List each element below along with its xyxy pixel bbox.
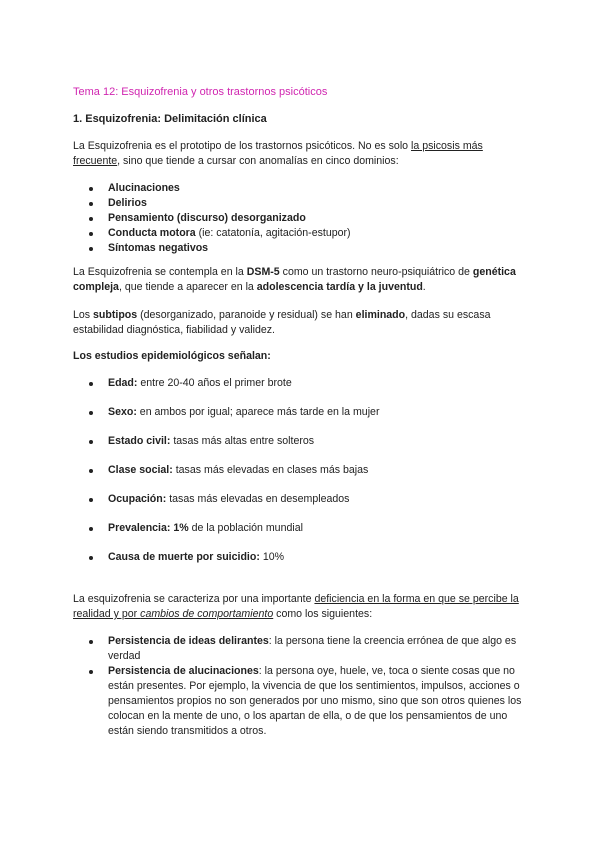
- list-item: Prevalencia: 1% de la población mundial: [88, 521, 528, 550]
- characterized-paragraph: La esquizofrenia se caracteriza por una importante deficiencia en la forma en que se percibe la realidad y por cambios de comportamiento como los siguientes:: [73, 593, 519, 620]
- list-item: Síntomas negativos: [88, 241, 528, 256]
- list-item: Estado civil: tasas más altas entre solteros: [88, 434, 528, 463]
- intro-text-end: , sino que tiende a cursar con anomalías en cinco dominios:: [117, 155, 399, 167]
- section-heading: 1. Esquizofrenia: Delimitación clínica: [73, 113, 267, 125]
- list-item: Pensamiento (discurso) desorganizado: [88, 211, 528, 226]
- epi-heading: Los estudios epidemiológicos señalan:: [73, 350, 271, 362]
- list-item: Causa de muerte por suicidio: 10%: [88, 550, 528, 579]
- list-item: Persistencia de ideas delirantes: la persona tiene la creencia errónea de que algo es verdad: [88, 634, 528, 664]
- domains-list: [88, 181, 528, 256]
- list-item: Ocupación: tasas más elevadas en desempleados: [88, 492, 528, 521]
- epi-list: [88, 376, 528, 579]
- list-item: Delirios: [88, 196, 528, 211]
- list-item: Persistencia de alucinaciones: la persona oye, huele, ve, toca o siente cosas que no están presentes. Por ejemplo, la vivencia de que los sentimientos, impulsos, acciones o pensamientos propios no son generados por uno mismo, sino que son otros quienes los colocan en la mente de uno, o los apartan de ella, o de que los pensamientos de uno están siendo transmitidos a otros.: [88, 664, 528, 739]
- document-title: Tema 12: Esquizofrenia y otros trastornos psicóticos: [73, 86, 328, 98]
- dsm-paragraph: La Esquizofrenia se contempla en la DSM-5 como un trastorno neuro-psiquiátrico de genética compleja, que tiende a aparecer en la adolescencia tardía y la juventud.: [73, 266, 516, 293]
- list-item: Alucinaciones: [88, 181, 528, 196]
- list-item: Edad: entre 20-40 años el primer brote: [88, 376, 528, 405]
- persistence-list: [88, 634, 528, 739]
- intro-text: La Esquizofrenia es el prototipo de los trastornos psicóticos. No es solo: [73, 140, 412, 152]
- list-item: Conducta motora (ie: catatonía, agitación-estupor): [88, 226, 528, 241]
- list-item: Sexo: en ambos por igual; aparece más tarde en la mujer: [88, 405, 528, 434]
- intro-paragraph: [73, 139, 528, 169]
- list-item: Clase social: tasas más elevadas en clases más bajas: [88, 463, 528, 492]
- intro-underlined: la psicosis más frecuente: [73, 140, 483, 167]
- subtypes-paragraph: Los subtipos (desorganizado, paranoide y residual) se han eliminado, dadas su escasa estabilidad diagnóstica, fiabilidad y validez.: [73, 309, 491, 336]
